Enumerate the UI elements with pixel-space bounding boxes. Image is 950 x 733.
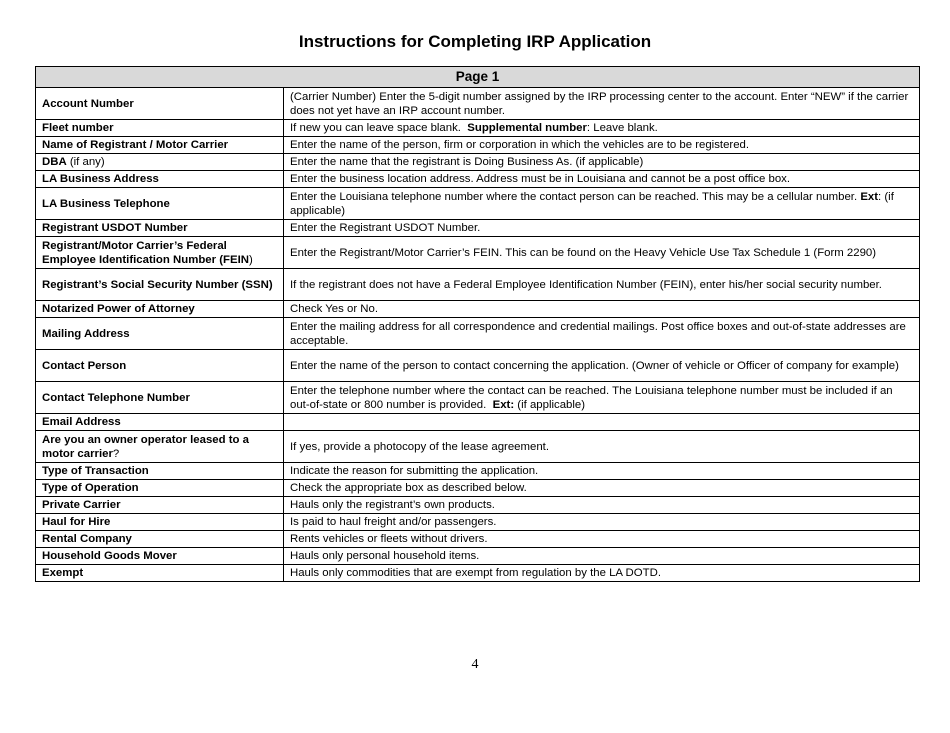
table-header-row xyxy=(36,67,920,88)
instruction-cell xyxy=(284,382,920,414)
field-name-cell xyxy=(36,497,284,514)
field-name: LA Business Telephone xyxy=(42,197,170,210)
instruction-text: Enter the business location address. Address must be in Louisiana and cannot be a post office box. xyxy=(290,173,791,185)
table-row xyxy=(36,565,920,582)
instruction-emphasis: Ext: xyxy=(492,398,515,411)
field-name: Type of Transaction xyxy=(42,465,149,477)
instruction-text: Enter the name of the person to contact concerning the application. (Owner of vehicle or Officer of company for example) xyxy=(290,359,899,372)
table-row xyxy=(36,237,920,269)
instruction-tail: : (if applicable) xyxy=(290,190,898,217)
field-name: Contact Telephone Number xyxy=(42,391,190,404)
instruction-cell xyxy=(284,350,920,382)
field-name-cell xyxy=(36,548,284,565)
field-name-cell xyxy=(36,350,284,382)
instruction-cell xyxy=(284,497,920,514)
field-name-suffix: ) xyxy=(248,253,253,266)
field-name: Email Address xyxy=(42,416,121,428)
field-name-cell xyxy=(36,237,284,269)
document-title: Instructions for Completing IRP Application xyxy=(298,32,652,51)
field-name: Name of Registrant / Motor Carrier xyxy=(42,139,229,151)
instructions-table xyxy=(35,66,920,582)
field-name: Are you an owner operator leased to a motor carrier xyxy=(42,433,249,460)
instruction-cell xyxy=(284,548,920,565)
table-row xyxy=(36,382,920,414)
instruction-tail: : Leave blank. xyxy=(586,122,658,134)
field-name: Registrant’s Social Security Number (SSN) xyxy=(42,278,273,291)
field-name-cell xyxy=(36,565,284,582)
field-name-cell xyxy=(36,463,284,480)
field-name-suffix: (if any) xyxy=(66,156,105,168)
field-name: Mailing Address xyxy=(42,327,130,340)
table-row xyxy=(36,154,920,171)
instruction-cell xyxy=(284,88,920,120)
field-name-cell xyxy=(36,154,284,171)
field-name: Registrant/Motor Carrier’s Federal Employee Identification Number (FEIN xyxy=(42,239,249,266)
field-name: Contact Person xyxy=(42,359,127,372)
table-row xyxy=(36,120,920,137)
instruction-text: Hauls only commodities that are exempt from regulation by the LA DOTD. xyxy=(290,567,661,579)
field-name-cell xyxy=(36,414,284,431)
table-row xyxy=(36,171,920,188)
table-row xyxy=(36,137,920,154)
field-name-suffix: ? xyxy=(112,447,120,460)
instruction-cell xyxy=(284,514,920,531)
instruction-cell xyxy=(284,531,920,548)
instruction-text: Indicate the reason for submitting the application. xyxy=(290,465,539,477)
instruction-text: Enter the Registrant USDOT Number. xyxy=(290,222,481,234)
field-name-cell xyxy=(36,431,284,463)
instruction-text: Hauls only the registrant’s own products. xyxy=(290,499,495,511)
table-row xyxy=(36,548,920,565)
field-name-cell xyxy=(36,531,284,548)
field-name-cell xyxy=(36,220,284,237)
field-name: Haul for Hire xyxy=(42,516,111,528)
instruction-cell xyxy=(284,431,920,463)
instruction-text: Is paid to haul freight and/or passengers. xyxy=(290,516,497,528)
instruction-cell xyxy=(284,220,920,237)
field-name-cell xyxy=(36,120,284,137)
field-name-cell xyxy=(36,269,284,301)
field-name: Account Number xyxy=(42,97,134,110)
instruction-cell xyxy=(284,269,920,301)
field-name: Private Carrier xyxy=(42,499,121,511)
instruction-cell xyxy=(284,565,920,582)
table-row xyxy=(36,531,920,548)
instruction-text: If yes, provide a photocopy of the lease agreement. xyxy=(290,440,549,453)
instruction-text: Check the appropriate box as described below. xyxy=(290,482,527,494)
page-number: 4 xyxy=(471,657,479,672)
instruction-text: Rents vehicles or fleets without drivers. xyxy=(290,533,488,545)
table-row xyxy=(36,301,920,318)
field-name-cell xyxy=(36,171,284,188)
table-row xyxy=(36,269,920,301)
table-row xyxy=(36,188,920,220)
table-row xyxy=(36,463,920,480)
field-name-cell xyxy=(36,301,284,318)
field-name-cell xyxy=(36,514,284,531)
instruction-cell xyxy=(284,120,920,137)
instruction-text: Hauls only personal household items. xyxy=(290,550,480,562)
instruction-cell xyxy=(284,318,920,350)
instruction-tail: (if applicable) xyxy=(514,398,586,411)
field-name-cell xyxy=(36,137,284,154)
instruction-cell xyxy=(284,188,920,220)
instruction-text: Check Yes or No. xyxy=(290,303,379,315)
table-row xyxy=(36,350,920,382)
instruction-emphasis: Ext xyxy=(860,190,879,203)
field-name: Exempt xyxy=(42,567,84,579)
field-name-cell xyxy=(36,382,284,414)
instruction-cell xyxy=(284,463,920,480)
instruction-text: Enter the mailing address for all correspondence and credential mailings. Post office boxes and out-of-state addresses are acceptable. xyxy=(290,320,910,347)
instruction-cell xyxy=(284,137,920,154)
field-name-cell xyxy=(36,188,284,220)
field-name-cell xyxy=(36,88,284,120)
instruction-cell xyxy=(284,414,920,431)
field-name: Type of Operation xyxy=(42,482,139,494)
instruction-cell xyxy=(284,154,920,171)
table-row xyxy=(36,318,920,350)
table-body xyxy=(36,88,920,582)
table-row xyxy=(36,220,920,237)
table-row xyxy=(36,88,920,120)
instruction-text: (Carrier Number) Enter the 5-digit number assigned by the IRP processing center to the account. Enter “NEW” if the carrier does not yet have an IRP account number. xyxy=(290,90,912,117)
instruction-text: Enter the telephone number where the contact can be reached. The Louisiana telephone number must be included if an out-of-state or 800 number is provided. xyxy=(290,384,896,411)
instruction-cell xyxy=(284,237,920,269)
instruction-text: Enter the Registrant/Motor Carrier’s FEIN. This can be found on the Heavy Vehicle Use Tax Schedule 1 (Form 2290) xyxy=(290,246,877,259)
table-row xyxy=(36,414,920,431)
field-name: Fleet number xyxy=(42,122,114,134)
instruction-cell xyxy=(284,480,920,497)
field-name: LA Business Address xyxy=(42,173,159,185)
instruction-text: Enter the Louisiana telephone number where the contact person can be reached. This may be a cellular number. xyxy=(290,190,861,203)
table-row xyxy=(36,514,920,531)
instruction-emphasis: Supplemental number xyxy=(467,122,587,134)
instruction-cell xyxy=(284,301,920,318)
table-row xyxy=(36,480,920,497)
field-name-cell xyxy=(36,480,284,497)
field-name-cell xyxy=(36,318,284,350)
field-name: Household Goods Mover xyxy=(42,550,177,562)
instruction-cell xyxy=(284,171,920,188)
field-name: Notarized Power of Attorney xyxy=(42,303,195,315)
table-row xyxy=(36,497,920,514)
field-name: DBA xyxy=(42,156,67,168)
instruction-text: Enter the name of the person, firm or corporation in which the vehicles are to be registered. xyxy=(290,139,750,151)
table-row xyxy=(36,431,920,463)
instruction-text: If the registrant does not have a Federal Employee Identification Number (FEIN), enter his/her social security number. xyxy=(290,278,882,291)
field-name: Registrant USDOT Number xyxy=(42,222,188,234)
field-name: Rental Company xyxy=(42,533,132,545)
instruction-text: Enter the name that the registrant is Doing Business As. (if applicable) xyxy=(290,156,644,168)
instruction-text: If new you can leave space blank. xyxy=(290,122,468,134)
page-header: Page 1 xyxy=(36,67,920,88)
